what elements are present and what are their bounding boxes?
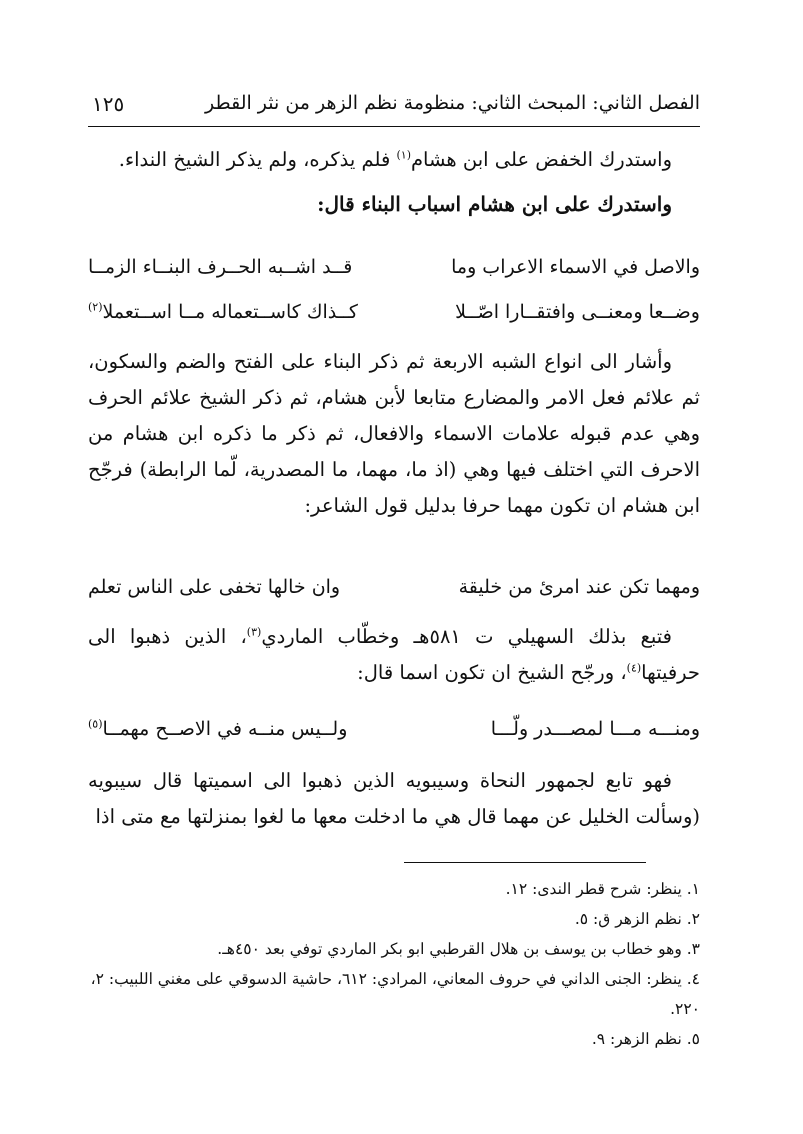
footnote-ref-2[interactable]: (٢) [88,300,103,314]
verse-4 [88,718,700,752]
footnote-2: ٢. نظم الزهر ق: ٥. [574,910,700,928]
verse-2-second-text: كــذاك كاســتعماله مــا اســتعملا [102,301,358,323]
footnote-3: ٣. وهو خطاب بن يوسف بن هلال القرطبي ابو بكر الماردي توفي بعد ٤٥٠هـ. [217,940,700,958]
intro-block [88,142,700,222]
verse-1-first-hemistich: والاصل في الاسماء الاعراب وما [451,256,700,278]
footnote-5: ٥. نظم الزهر: ٩. [591,1030,700,1048]
section-heading: واستدرك على ابن هشام اسباب البناء قال: [317,192,672,216]
paragraph-4: فهو تابع لجمهور النحاة وسيبويه الذين ذهبوا الى اسميتها قال سيبويه (وسألت الخليل عن مهما قال هي ما ادخلت معها ما لغوا بمنزلتها مع متى اذا [88,769,700,828]
page-number: ١٢٥ [92,92,125,116]
paragraph-4-block [88,763,700,835]
verse-4-first-hemistich: ومنـــه مـــا لمصـــدر ولّـــا [490,718,700,740]
footnote-ref-1[interactable]: (١) [396,148,411,162]
paragraph-3-text-b: ، الذين ذهبوا الى حرفيتها [88,625,700,684]
paragraph-1-text: واستدرك الخفض على ابن هشام [410,148,672,171]
verse-3-second-hemistich: وان خالها تخفى على الناس تعلم [88,576,341,598]
paragraph-2-block [88,344,700,524]
verse-4-second-hemistich [88,718,347,740]
chapter-title: الفصل الثاني: المبحث الثاني: منظومة نظم الزهر من نثر القطر [205,92,700,114]
verse-2-second-hemistich [88,301,358,323]
paragraph-3-block [88,619,700,691]
footnote-divider [404,862,646,863]
verse-2 [88,301,700,335]
verse-4-second-text: ولــيس منــه في الاصــح مهمــا [102,718,348,740]
paragraph-3-text-c: ، ورجّح الشيخ ان تكون اسما قال: [357,661,627,684]
paragraph-3 [88,619,700,691]
footnote-4: ٤. ينظر: الجنى الداني في حروف المعاني، المرادي: ٦١٢، حاشية الدسوقي على مغني اللبيب: ٢، ٢٢٠. [90,970,700,1018]
footnote-ref-5[interactable]: (٥) [88,717,103,731]
paragraph-1 [88,142,700,178]
verse-3-first-hemistich: ومهما تكن عند امرئ من خليقة [458,576,700,598]
footnotes [88,874,700,1054]
paragraph-1-text-cont: فلم يذكره، ولم يذكر الشيخ النداء. [118,148,397,171]
paragraph-2: وأشار الى انواع الشبه الاربعة ثم ذكر البناء على الفتح والضم والسكون، ثم علائم فعل الامر والمضارع متابعا لأبن هشام، ثم ذكر الشيخ علائم الحرف وهي عدم قبوله علامات الاسماء والافعال، ثم ذكر ما ذكره ابن هشام من الاحرف التي اختلف فيها وهي (اذ ما، مهما، ما المصدرية، لّما الرابطة) فرجّح ابن هشام ان تكون مهما حرفا بدليل قول الشاعر: [88,350,700,517]
footnote-ref-4[interactable]: (٤) [626,661,642,675]
footnote-1: ١. ينظر: شرح قطر الندى: ١٢. [505,880,700,898]
footnote-ref-3[interactable]: (٣) [246,625,262,639]
verse-3 [88,576,700,610]
verse-1-second-hemistich: قــد اشــبه الحــرف البنــاء الزمــا [88,256,353,278]
paragraph-3-text-a: فتبع بذلك السهيلي ت ٥٨١هـ وخطّاب الماردي [261,625,672,648]
header-divider [88,126,700,127]
running-header [88,92,700,124]
verse-2-first-hemistich: وضــعا ومعنــى وافتقــارا اصّــلا [455,301,700,323]
verse-1 [88,256,700,290]
